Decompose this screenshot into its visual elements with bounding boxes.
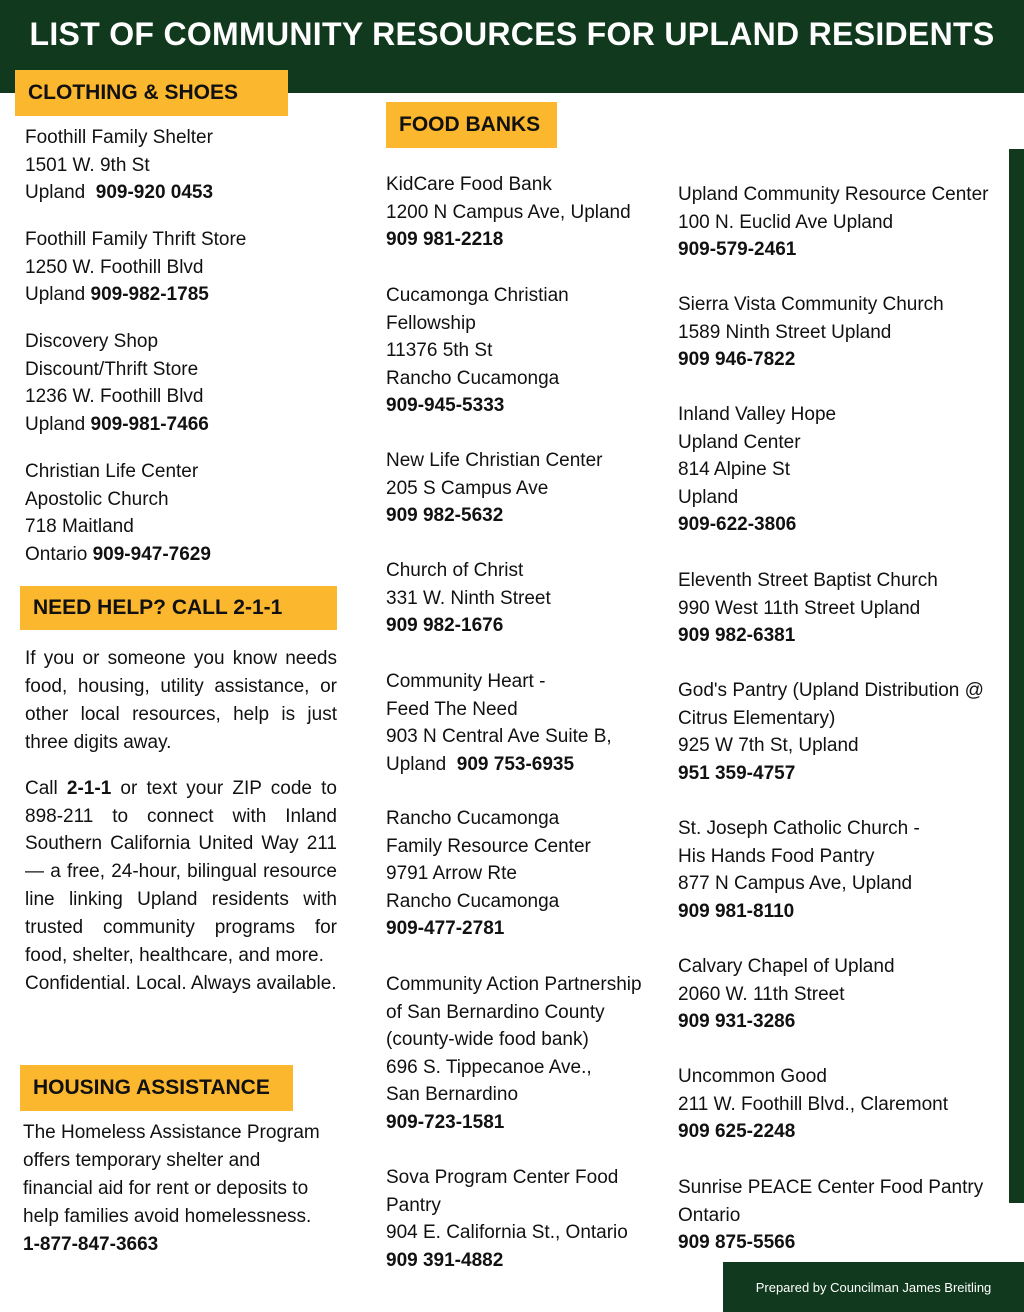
- section-heading-housing: HOUSING ASSISTANCE: [20, 1065, 293, 1111]
- food-bank-entry: Community Action Partnership of San Bernardino County (county-wide food bank) 696 S. Tippecanoe Ave., San Bernardino 909-723-1581: [386, 974, 642, 1133]
- phone-number: 909 946-7822: [678, 349, 796, 371]
- clothing-entry: Christian Life Center Apostolic Church 718 Maitland Ontario 909-947-7629: [25, 461, 211, 565]
- page-title: LIST OF COMMUNITY RESOURCES FOR UPLAND RESIDENTS: [29, 16, 995, 52]
- phone-number: 909-947-7629: [92, 543, 211, 565]
- phone-number: 909-723-1581: [386, 1111, 505, 1133]
- phone-number: 909 931-3286: [678, 1011, 796, 1033]
- phone-number: 909 982-1676: [386, 615, 504, 637]
- clothing-entry: Foothill Family Thrift Store 1250 W. Foothill Blvd Upland 909-982-1785: [25, 229, 247, 306]
- food-bank-entry: Sunrise PEACE Center Food Pantry Ontario 909 875-5566: [678, 1177, 984, 1254]
- food-bank-entry: Church of Christ 331 W. Ninth Street 909 982-1676: [386, 560, 551, 637]
- food-bank-entry: St. Joseph Catholic Church - His Hands Food Pantry 877 N Campus Ave, Upland 909 981-8110: [678, 818, 920, 922]
- food-bank-entry: Community Heart - Feed The Need 903 N Central Ave Suite B, Upland 909 753-6935: [386, 671, 612, 775]
- food-bank-entry: Upland Community Resource Center 100 N. Euclid Ave Upland 909-579-2461: [678, 184, 989, 261]
- phone-number: 909 982-6381: [678, 625, 796, 647]
- section-heading-need-help: NEED HELP? CALL 2-1-1: [20, 586, 337, 630]
- food-bank-entry: Cucamonga Christian Fellowship 11376 5th St Rancho Cucamonga 909-945-5333: [386, 285, 569, 417]
- phone-number: 909-981-7466: [90, 413, 209, 435]
- food-bank-entry: Calvary Chapel of Upland 2060 W. 11th Street 909 931-3286: [678, 956, 895, 1033]
- help-text: If you or someone you know needs food, housing, utility assistance, or other local resources, help is just three digits away. Call 2-1-1 or text your ZIP code to 898-211 to connect with Inland Southern California United Way 211 — a free, 24-hour, bilingual resource line linking Upland residents with trusted community programs for food, shelter, healthcare, and more. Confidential. Local. Always available.: [25, 648, 337, 994]
- phone-number: 909 875-5566: [678, 1232, 796, 1254]
- phone-number: 909-579-2461: [678, 239, 797, 261]
- food-bank-entry: Sova Program Center Food Pantry 904 E. California St., Ontario 909 391-4882: [386, 1167, 628, 1271]
- phone-number: 909-982-1785: [90, 284, 209, 306]
- footer-credit: Prepared by Councilman James Breitling: [723, 1262, 1024, 1312]
- phone-number: 909-945-5333: [386, 395, 505, 417]
- section-heading-clothing: CLOTHING & SHOES: [15, 70, 288, 116]
- food-bank-entry: Sierra Vista Community Church 1589 Ninth Street Upland 909 946-7822: [678, 294, 944, 371]
- phone-number: 909 981-2218: [386, 229, 504, 251]
- phone-number: 909 391-4882: [386, 1249, 504, 1271]
- phone-number: 909-622-3806: [678, 514, 797, 536]
- food-bank-entry: KidCare Food Bank 1200 N Campus Ave, Upland 909 981-2218: [386, 174, 631, 251]
- phone-number: 951 359-4757: [678, 762, 796, 784]
- phone-number: 1-877-847-3663: [23, 1233, 159, 1255]
- food-bank-entry: God's Pantry (Upland Distribution @ Citrus Elementary) 925 W 7th St, Upland 951 359-4757: [678, 680, 984, 784]
- phone-number: 909 753-6935: [456, 753, 575, 775]
- food-bank-entry: Rancho Cucamonga Family Resource Center 9791 Arrow Rte Rancho Cucamonga 909-477-2781: [386, 808, 591, 940]
- clothing-entry: Discovery Shop Discount/Thrift Store 1236 W. Foothill Blvd Upland 909-981-7466: [25, 331, 209, 435]
- food-bank-entry: New Life Christian Center 205 S Campus Ave 909 982-5632: [386, 450, 603, 527]
- food-bank-entry: Eleventh Street Baptist Church 990 West 11th Street Upland 909 982-6381: [678, 570, 938, 647]
- decorative-side-bar: [1009, 149, 1024, 1203]
- phone-number: 909-477-2781: [386, 918, 505, 940]
- section-heading-food-banks: FOOD BANKS: [386, 102, 557, 148]
- phone-number: 909 982-5632: [386, 505, 504, 527]
- food-bank-entry: Uncommon Good 211 W. Foothill Blvd., Claremont 909 625-2248: [678, 1066, 948, 1143]
- phone-number: 909-920 0453: [95, 182, 214, 204]
- phone-number: 909 625-2248: [678, 1121, 796, 1143]
- housing-text: The Homeless Assistance Program offers temporary shelter and financial aid for rent or deposits to help families avoid homelessness. 1-877-847-3663: [23, 1122, 320, 1255]
- food-bank-entry: Inland Valley Hope Upland Center 814 Alpine St Upland 909-622-3806: [678, 404, 837, 536]
- clothing-entry: Foothill Family Shelter 1501 W. 9th St Upland 909-920 0453: [25, 127, 214, 204]
- phone-number: 909 981-8110: [678, 900, 795, 922]
